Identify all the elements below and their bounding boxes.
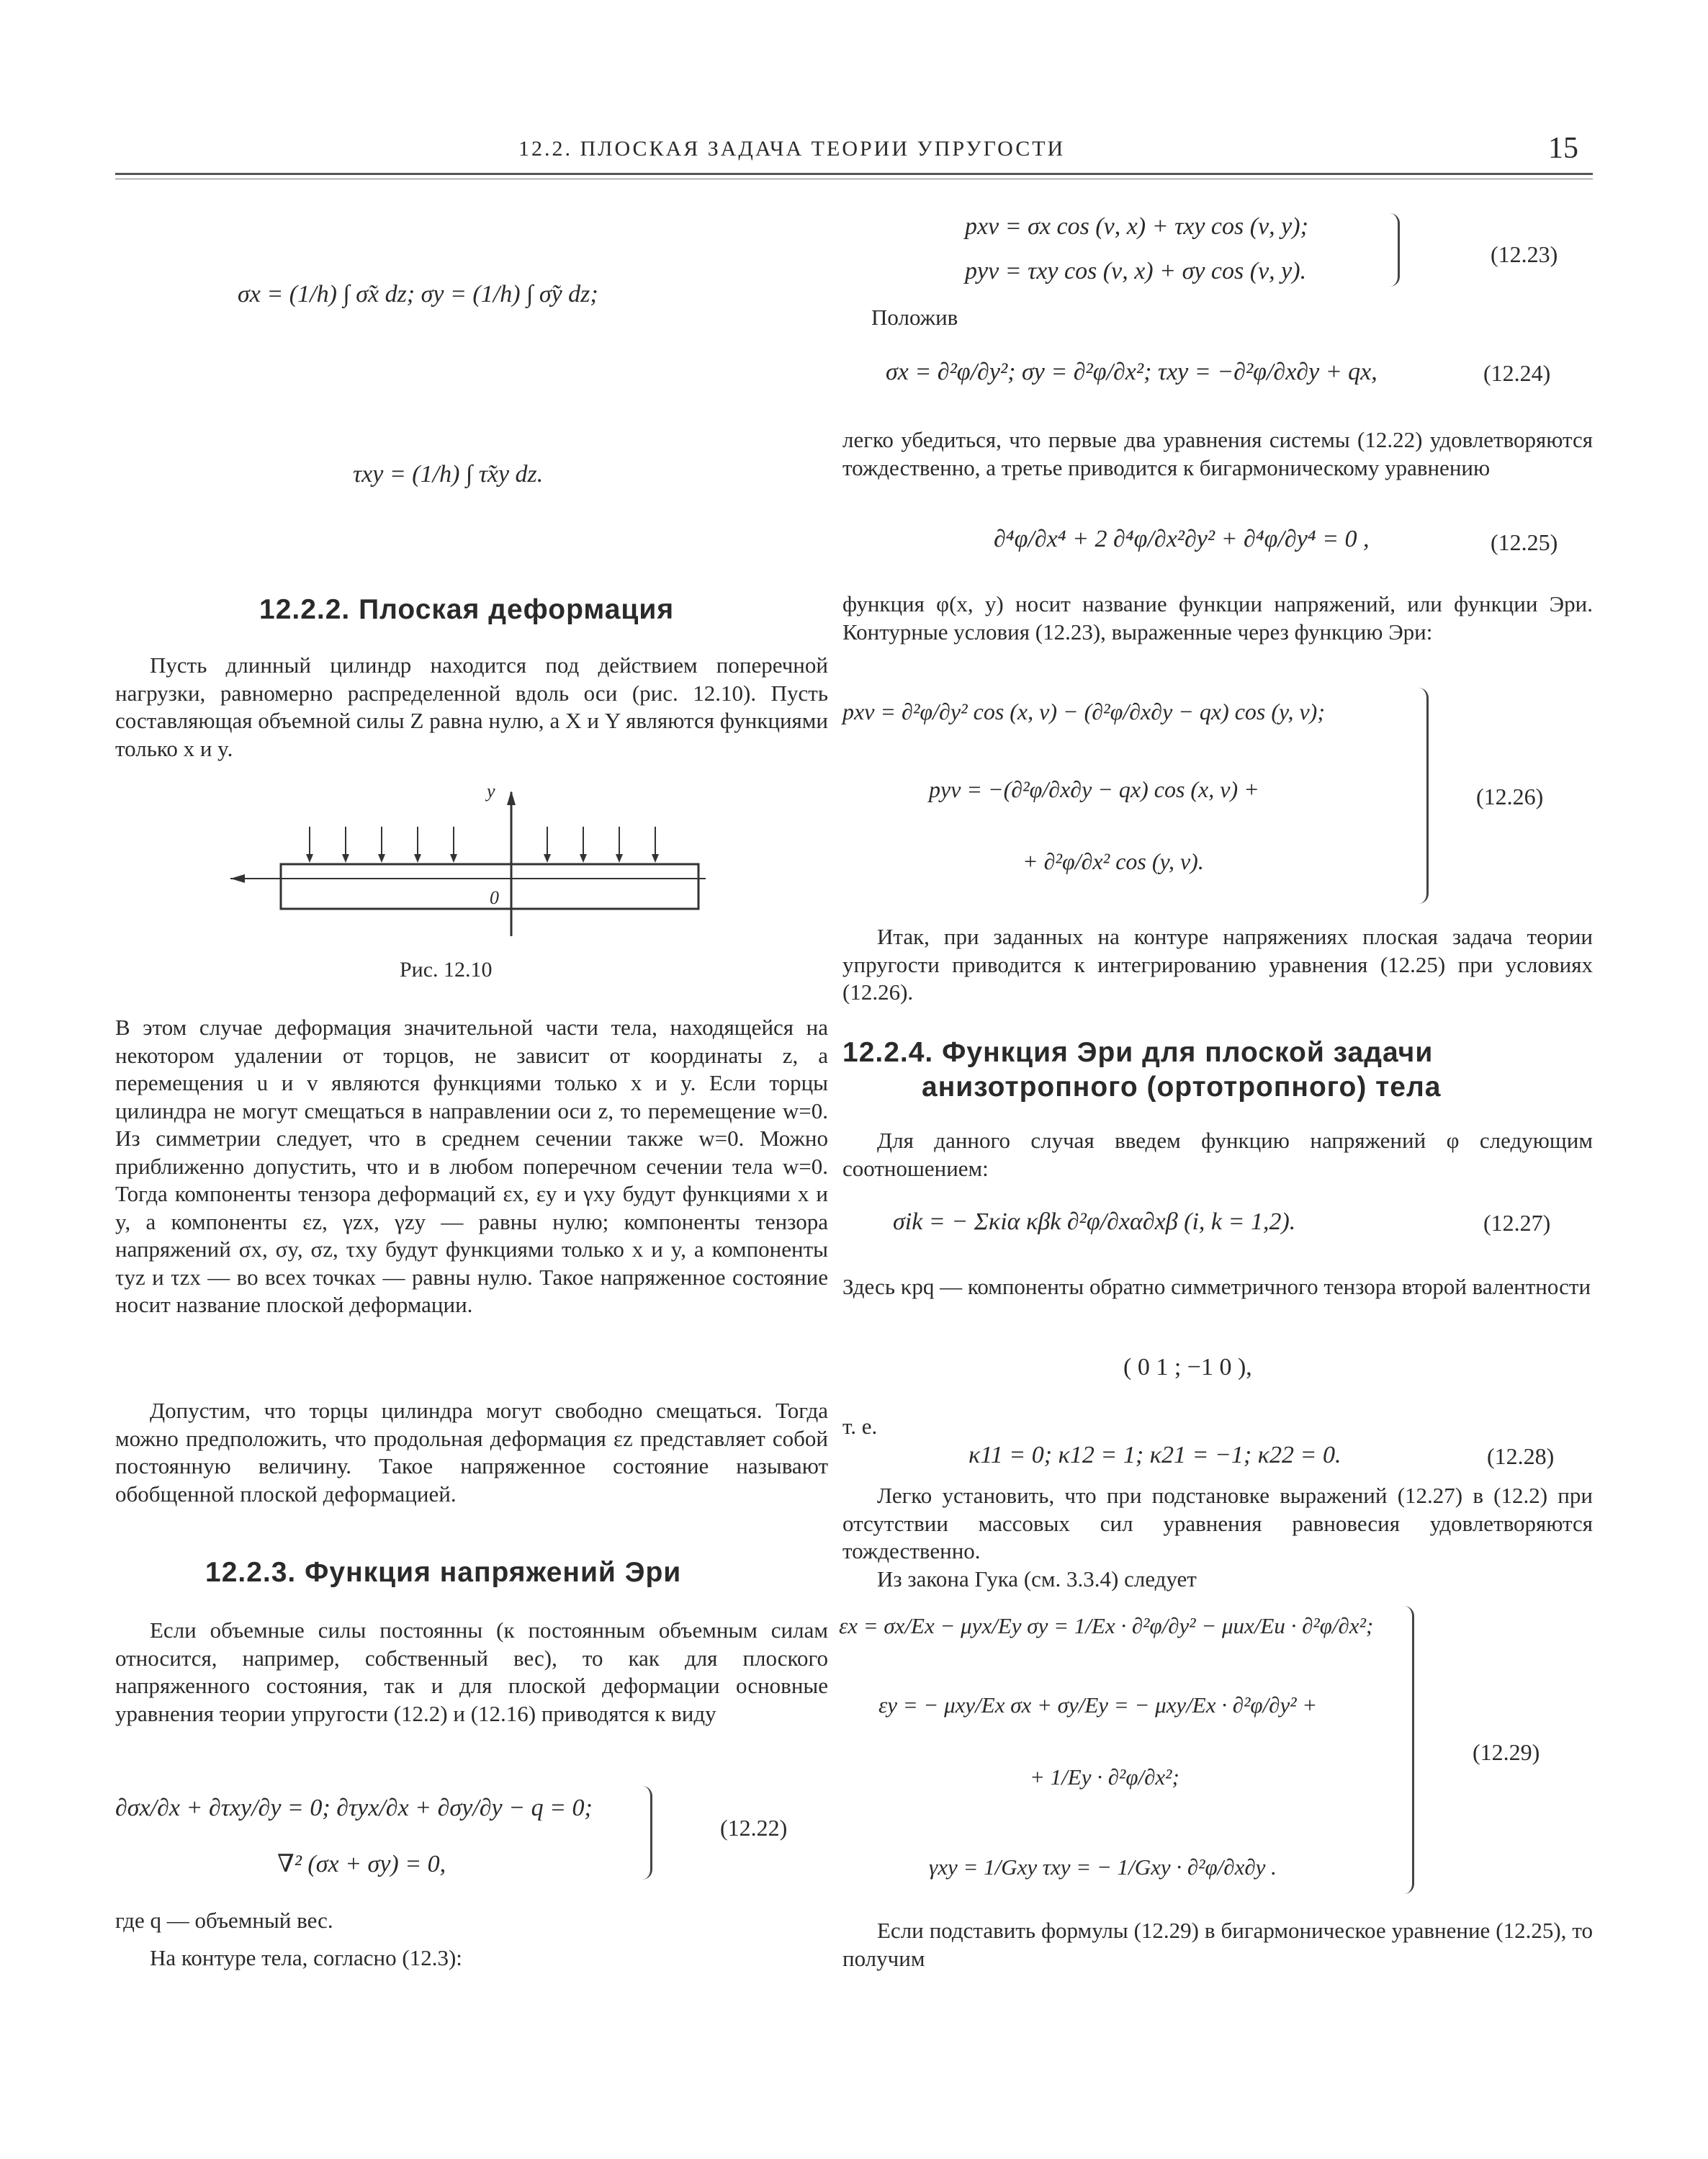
equation-12-27-number: (12.27)	[1483, 1210, 1551, 1236]
figure-origin-label: 0	[490, 887, 499, 908]
equation-12-23-line2: pyν = τxy cos (ν, x) + σy cos (ν, y).	[965, 258, 1307, 284]
matrix-kappa: ( 0 1 ; −1 0 ),	[1123, 1354, 1252, 1381]
header-rule	[115, 173, 1593, 175]
paragraph-final: Если подставить формулы (12.29) в бигармоническое уравнение (12.25), то получим	[842, 1918, 1593, 1971]
equation-12-27: σik = − Σκiα κβk ∂²φ/∂xα∂xβ (i, k = 1,2).	[893, 1208, 1296, 1235]
section-heading-12-2-4-line1: 12.2.4. Функция Эри для плоской задачи	[842, 1037, 1434, 1068]
paragraph-biharmonic-intro: легко убедиться, что первые два уравнения системы (12.22) удовлетворяются тождественно, а третье приводится к бигармоническому уравнению	[842, 427, 1593, 480]
section-heading-12-2-2: 12.2.2. Плоская деформация	[259, 594, 675, 625]
equation-12-26-brace	[1415, 688, 1429, 904]
equation-12-24-number: (12.24)	[1483, 360, 1551, 386]
equation-12-29-number: (12.29)	[1473, 1739, 1540, 1765]
equation-12-23-line1: pxν = σx cos (ν, x) + τxy cos (ν, y);	[965, 213, 1308, 240]
equation-12-26-line1: pxν = ∂²φ/∂y² cos (x, ν) − (∂²φ/∂x∂y − qx) cos (y, ν);	[842, 699, 1325, 724]
equation-12-23-brace	[1386, 213, 1400, 287]
equation-12-25: ∂⁴φ/∂x⁴ + 2 ∂⁴φ/∂x²∂y² + ∂⁴φ/∂y⁴ = 0 ,	[994, 526, 1370, 552]
paragraph-generalized-strain: Допустим, что торцы цилиндра могут свободно смещаться. Тогда можно предположить, что продольная деформация εz представляет собой постоянную величину. Такое напряженное состояние называют обобщенной плоской деформацией.	[115, 1398, 828, 1507]
equation-12-22-brace	[637, 1786, 652, 1880]
paragraph-body-forces: Если объемные силы постоянны (к постоянным объемным силам относится, например, собственный вес), то как для плоского напряженного состояния, так и для плоской деформации основные уравнения теории упругости (12.2) и (12.16) приводятся к виду	[115, 1617, 828, 1726]
equation-12-22-line1: ∂σx/∂x + ∂τxy/∂y = 0; ∂τyx/∂x + ∂σy/∂y − q = 0;	[115, 1795, 593, 1821]
paragraph-plane-strain: В этом случае деформация значительной части тела, находящейся на некотором удалении от торцов, не зависит от координаты z, а перемещения u и v являются функциями только x и y. Если торцы цилиндра не могут смещаться в направлении оси z, то перемещение w=0. Из симметрии следует, что в среднем сечении также w=0. Можно приближенно допустить, что и в любом поперечном сечении тела w=0. Тогда компоненты тензора деформаций εx, εy и γxy будут функциями x и y, а компоненты εz, γzx, γzy — равны нулю; компоненты тензора напряжений σx, σy, σz, τxy будут функциями только x и y, а компоненты τyz и τzx — во всех точках — равны нулю. Такое напряженное состояние носит название плоской деформации.	[115, 1015, 828, 1317]
page-number: 15	[1548, 132, 1578, 165]
section-heading-12-2-4-line2: анизотропного (ортотропного) тела	[922, 1072, 1442, 1103]
label-polozhiv: Положив	[871, 305, 958, 330]
equation-12-22-number: (12.22)	[720, 1815, 788, 1841]
running-title: 12.2. ПЛОСКАЯ ЗАДАЧА ТЕОРИИ УПРУГОСТИ	[518, 137, 1066, 161]
equation-12-29-line3: + 1/Ey · ∂²φ/∂x²;	[1030, 1764, 1179, 1790]
paragraph-hooke: Из закона Гука (см. 3.3.4) следует	[877, 1566, 1197, 1592]
equation-12-29-brace	[1401, 1606, 1414, 1894]
equation-12-24: σx = ∂²φ/∂y²; σy = ∂²φ/∂x²; τxy = −∂²φ/∂x∂y + qx,	[886, 359, 1377, 385]
equation-12-29-line1: εx = σx/Ex − μyx/Ey σy = 1/Ex · ∂²φ/∂y² − μux/Eu · ∂²φ/∂x²;	[839, 1613, 1374, 1638]
section-heading-12-2-3: 12.2.3. Функция напряжений Эри	[205, 1557, 682, 1588]
paragraph-q-def: где q — объемный вес.	[115, 1908, 333, 1933]
figure-drawing	[216, 785, 734, 943]
equation-12-22-line2: ∇² (σx + σy) = 0,	[277, 1851, 446, 1877]
paragraph-airy-function: функция φ(x, y) носит название функции напряжений, или функции Эри. Контурные условия (12.23), выраженные через функцию Эри:	[842, 591, 1593, 645]
equation-12-28: κ11 = 0; κ12 = 1; κ21 = −1; κ22 = 0.	[968, 1442, 1341, 1468]
equation-12-29-line4: γxy = 1/Gxy τxy = − 1/Gxy · ∂²φ/∂x∂y .	[929, 1854, 1277, 1880]
equation-tau-top: τxy = (1/h) ∫ τ̃xy dz.	[353, 461, 544, 488]
equation-sigma-top: σx = (1/h) ∫ σ̃x dz; σy = (1/h) ∫ σ̃y dz;	[238, 281, 598, 308]
figure-caption: Рис. 12.10	[400, 958, 493, 982]
paragraph-itak: Итак, при заданных на контуре напряжениях плоская задача теории упругости приводится к интегрированию уравнения (12.25) при условиях (12.26).	[842, 924, 1593, 1005]
paragraph-cylinder-load: Пусть длинный цилиндр находится под действием поперечной нагрузки, равномерно распределенной вдоль оси (рис. 12.10). Пусть составляющая объемной силы Z равна нулю, а X и Y являются функциями только x и y.	[115, 652, 828, 761]
figure-y-label: y	[487, 781, 495, 802]
equation-12-26-line3: + ∂²φ/∂x² cos (y, ν).	[1022, 848, 1204, 874]
paragraph-contour: На контуре тела, согласно (12.3):	[150, 1945, 462, 1970]
paragraph-case-intro: Для данного случая введем функцию напряжений φ следующим соотношением:	[842, 1128, 1593, 1181]
equation-12-26-line2: pyν = −(∂²φ/∂x∂y − qx) cos (x, ν) +	[929, 776, 1259, 802]
equation-12-28-number: (12.28)	[1487, 1443, 1555, 1469]
equation-12-29-line2: εy = − μxy/Ex σx + σy/Ey = − μxy/Ex · ∂²φ/∂y² +	[878, 1692, 1318, 1718]
label-te: т. е.	[842, 1414, 878, 1439]
equation-12-23-number: (12.23)	[1491, 241, 1558, 267]
equation-12-25-number: (12.25)	[1491, 529, 1558, 555]
figure-12-10	[216, 785, 734, 943]
paragraph-tensor: Здесь κpq — компоненты обратно симметричного тензора второй валентности	[842, 1274, 1591, 1299]
equation-12-26-number: (12.26)	[1476, 784, 1544, 809]
paragraph-substitution: Легко установить, что при подстановке выражений (12.27) в (12.2) при отсутствии массовых сил уравнения равновесия удовлетворяются тождественно.	[842, 1483, 1593, 1563]
